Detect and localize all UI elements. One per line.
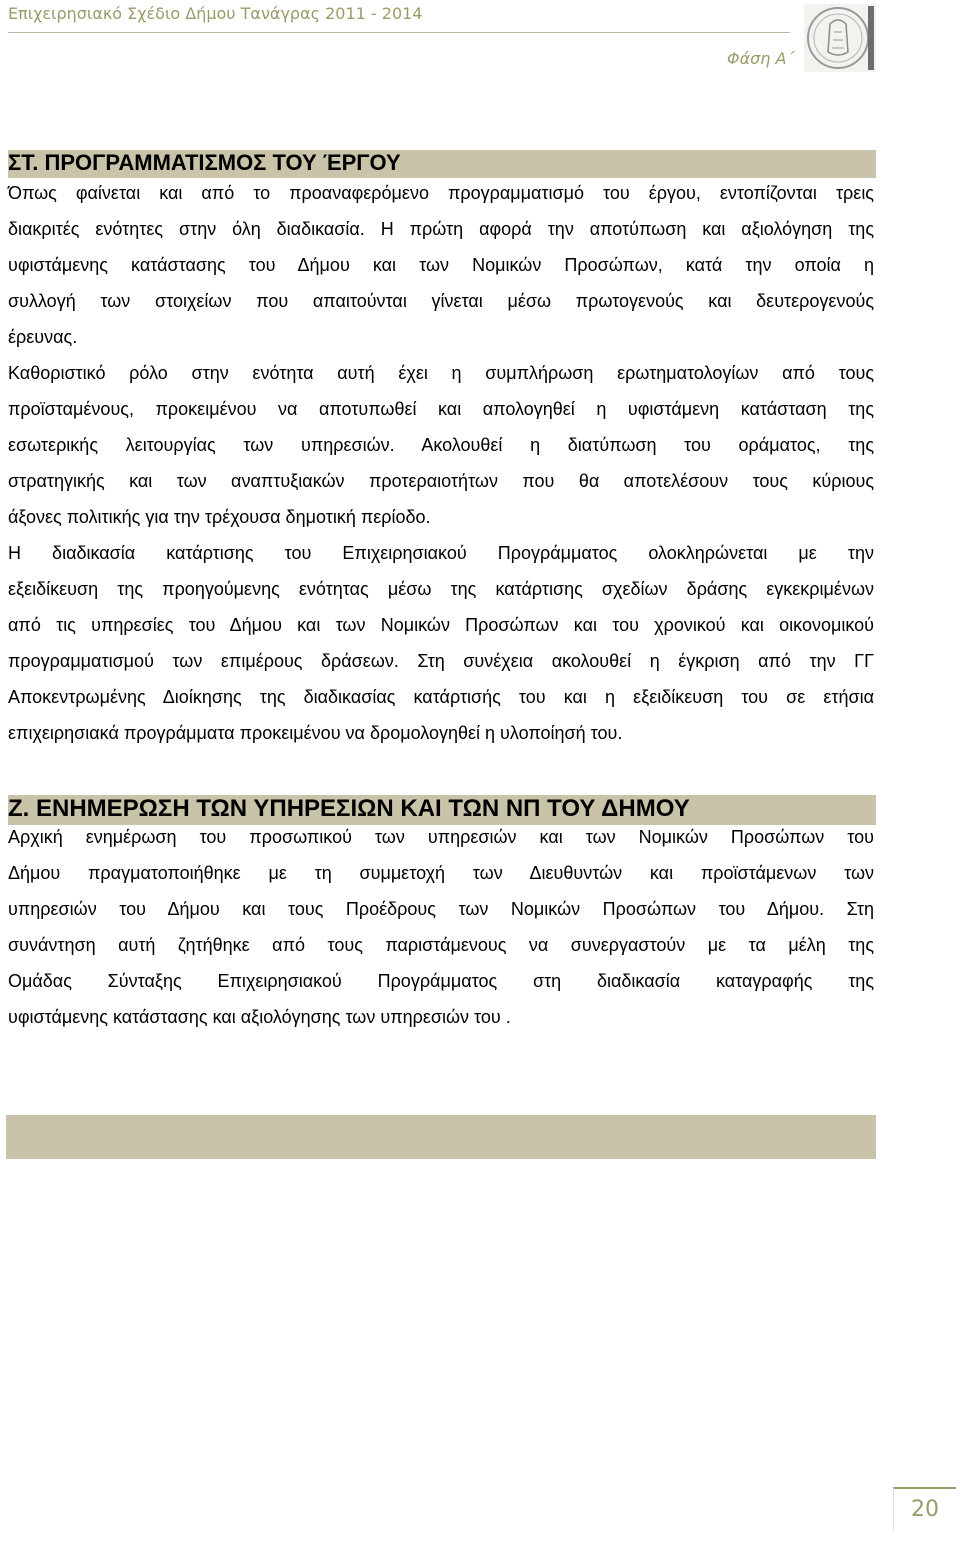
text-line: Όπως φαίνεται και από το προαναφερόμενο προγραμματισμό του έργου, εντοπίζονται τρεις bbox=[8, 183, 874, 203]
text-line: στρατηγικής και των αναπτυξιακών προτεραιοτήτων που θα αποτελέσουν τους κύριους bbox=[8, 471, 874, 491]
paragraph-z-1 bbox=[8, 819, 874, 1035]
text-line: υφιστάμενης κατάστασης και αξιολόγησης των υπηρεσιών του . bbox=[8, 1007, 511, 1027]
empty-shaded-bar bbox=[6, 1115, 876, 1159]
text-line: υπηρεσιών του Δήμου και τους Προέδρους των Νομικών Προσώπων του Δήμου. Στη bbox=[8, 899, 874, 919]
text-line: από τις υπηρεσίες του Δήμου και των Νομικών Προσώπων και του χρονικού και οικονομικού bbox=[8, 615, 874, 635]
text-line: εσωτερικής λειτουργίας των υπηρεσιών. Ακολουθεί η διατύπωση του οράματος, της bbox=[8, 435, 874, 455]
text-line: Αρχική ενημέρωση του προσωπικού των υπηρεσιών και των Νομικών Προσώπων του bbox=[8, 827, 874, 847]
text-line: επιχειρησιακά προγράμματα προκειμένου να δρομολογηθεί η υλοποίησή του. bbox=[8, 723, 623, 743]
text-line: Δήμου πραγματοποιήθηκε με τη συμμετοχή των Διευθυντών και προϊστάμενων των bbox=[8, 863, 874, 883]
paragraph-st-1 bbox=[8, 175, 874, 355]
municipality-seal-logo bbox=[796, 2, 878, 74]
header-title: Επιχειρησιακό Σχέδιο Δήμου Τανάγρας 2011 - 2014 bbox=[8, 4, 423, 23]
text-line: προϊσταμένους, προκειμένου να αποτυπωθεί και απολογηθεί η υφιστάμενη κατάσταση της bbox=[8, 399, 874, 419]
section-heading-st: ΣΤ. ΠΡΟΓΡΑΜΜΑΤΙΣΜΟΣ ΤΟΥ ΈΡΓΟΥ bbox=[8, 150, 876, 178]
paragraph-st-3 bbox=[8, 535, 874, 751]
header-rule bbox=[8, 32, 790, 33]
text-line: έρευνας. bbox=[8, 327, 78, 347]
phase-label: Φάση Α΄ bbox=[727, 49, 795, 68]
paragraph-st-2 bbox=[8, 355, 874, 535]
page-number: 20 bbox=[893, 1487, 956, 1531]
text-line: Η διαδικασία κατάρτισης του Επιχειρησιακού Προγράμματος ολοκληρώνεται με την bbox=[8, 543, 874, 563]
text-line: υφιστάμενης κατάστασης του Δήμου και των Νομικών Προσώπων, κατά την οποία η bbox=[8, 255, 874, 275]
text-line: άξονες πολιτικής για την τρέχουσα δημοτική περίοδο. bbox=[8, 507, 431, 527]
text-line: Καθοριστικό ρόλο στην ενότητα αυτή έχει η συμπλήρωση ερωτηματολογίων από τους bbox=[8, 363, 874, 383]
text-line: Αποκεντρωμένης Διοίκησης της διαδικασίας κατάρτισής του και η εξειδίκευση του σε ετήσια bbox=[8, 687, 874, 707]
text-line: Ομάδας Σύνταξης Επιχειρησιακού Προγράμματος στη διαδικασία καταγραφής της bbox=[8, 971, 874, 991]
text-line: προγραμματισμού των επιμέρους δράσεων. Στη συνέχεια ακολουθεί η έγκριση από την ΓΓ bbox=[8, 651, 874, 671]
text-line: συλλογή των στοιχείων που απαιτούνται γίνεται μέσω πρωτογενούς και δευτερογενούς bbox=[8, 291, 874, 311]
text-line: διακριτές ενότητες στην όλη διαδικασία. Η πρώτη αφορά την αποτύπωση και αξιολόγηση της bbox=[8, 219, 874, 239]
section-heading-z: Ζ. ΕΝΗΜΕΡΩΣΗ ΤΩΝ ΥΠΗΡΕΣΙΩΝ ΚΑΙ ΤΩΝ ΝΠ ΤΟΥ ΔΗΜΟΥ bbox=[8, 795, 876, 825]
text-line: συνάντηση αυτή ζητήθηκε από τους παριστάμενους να συνεργαστούν με τα μέλη της bbox=[8, 935, 874, 955]
text-line: εξειδίκευση της προηγούμενης ενότητας μέσω της κατάρτισης σχεδίων δράσης εγκεκριμένων bbox=[8, 579, 874, 599]
